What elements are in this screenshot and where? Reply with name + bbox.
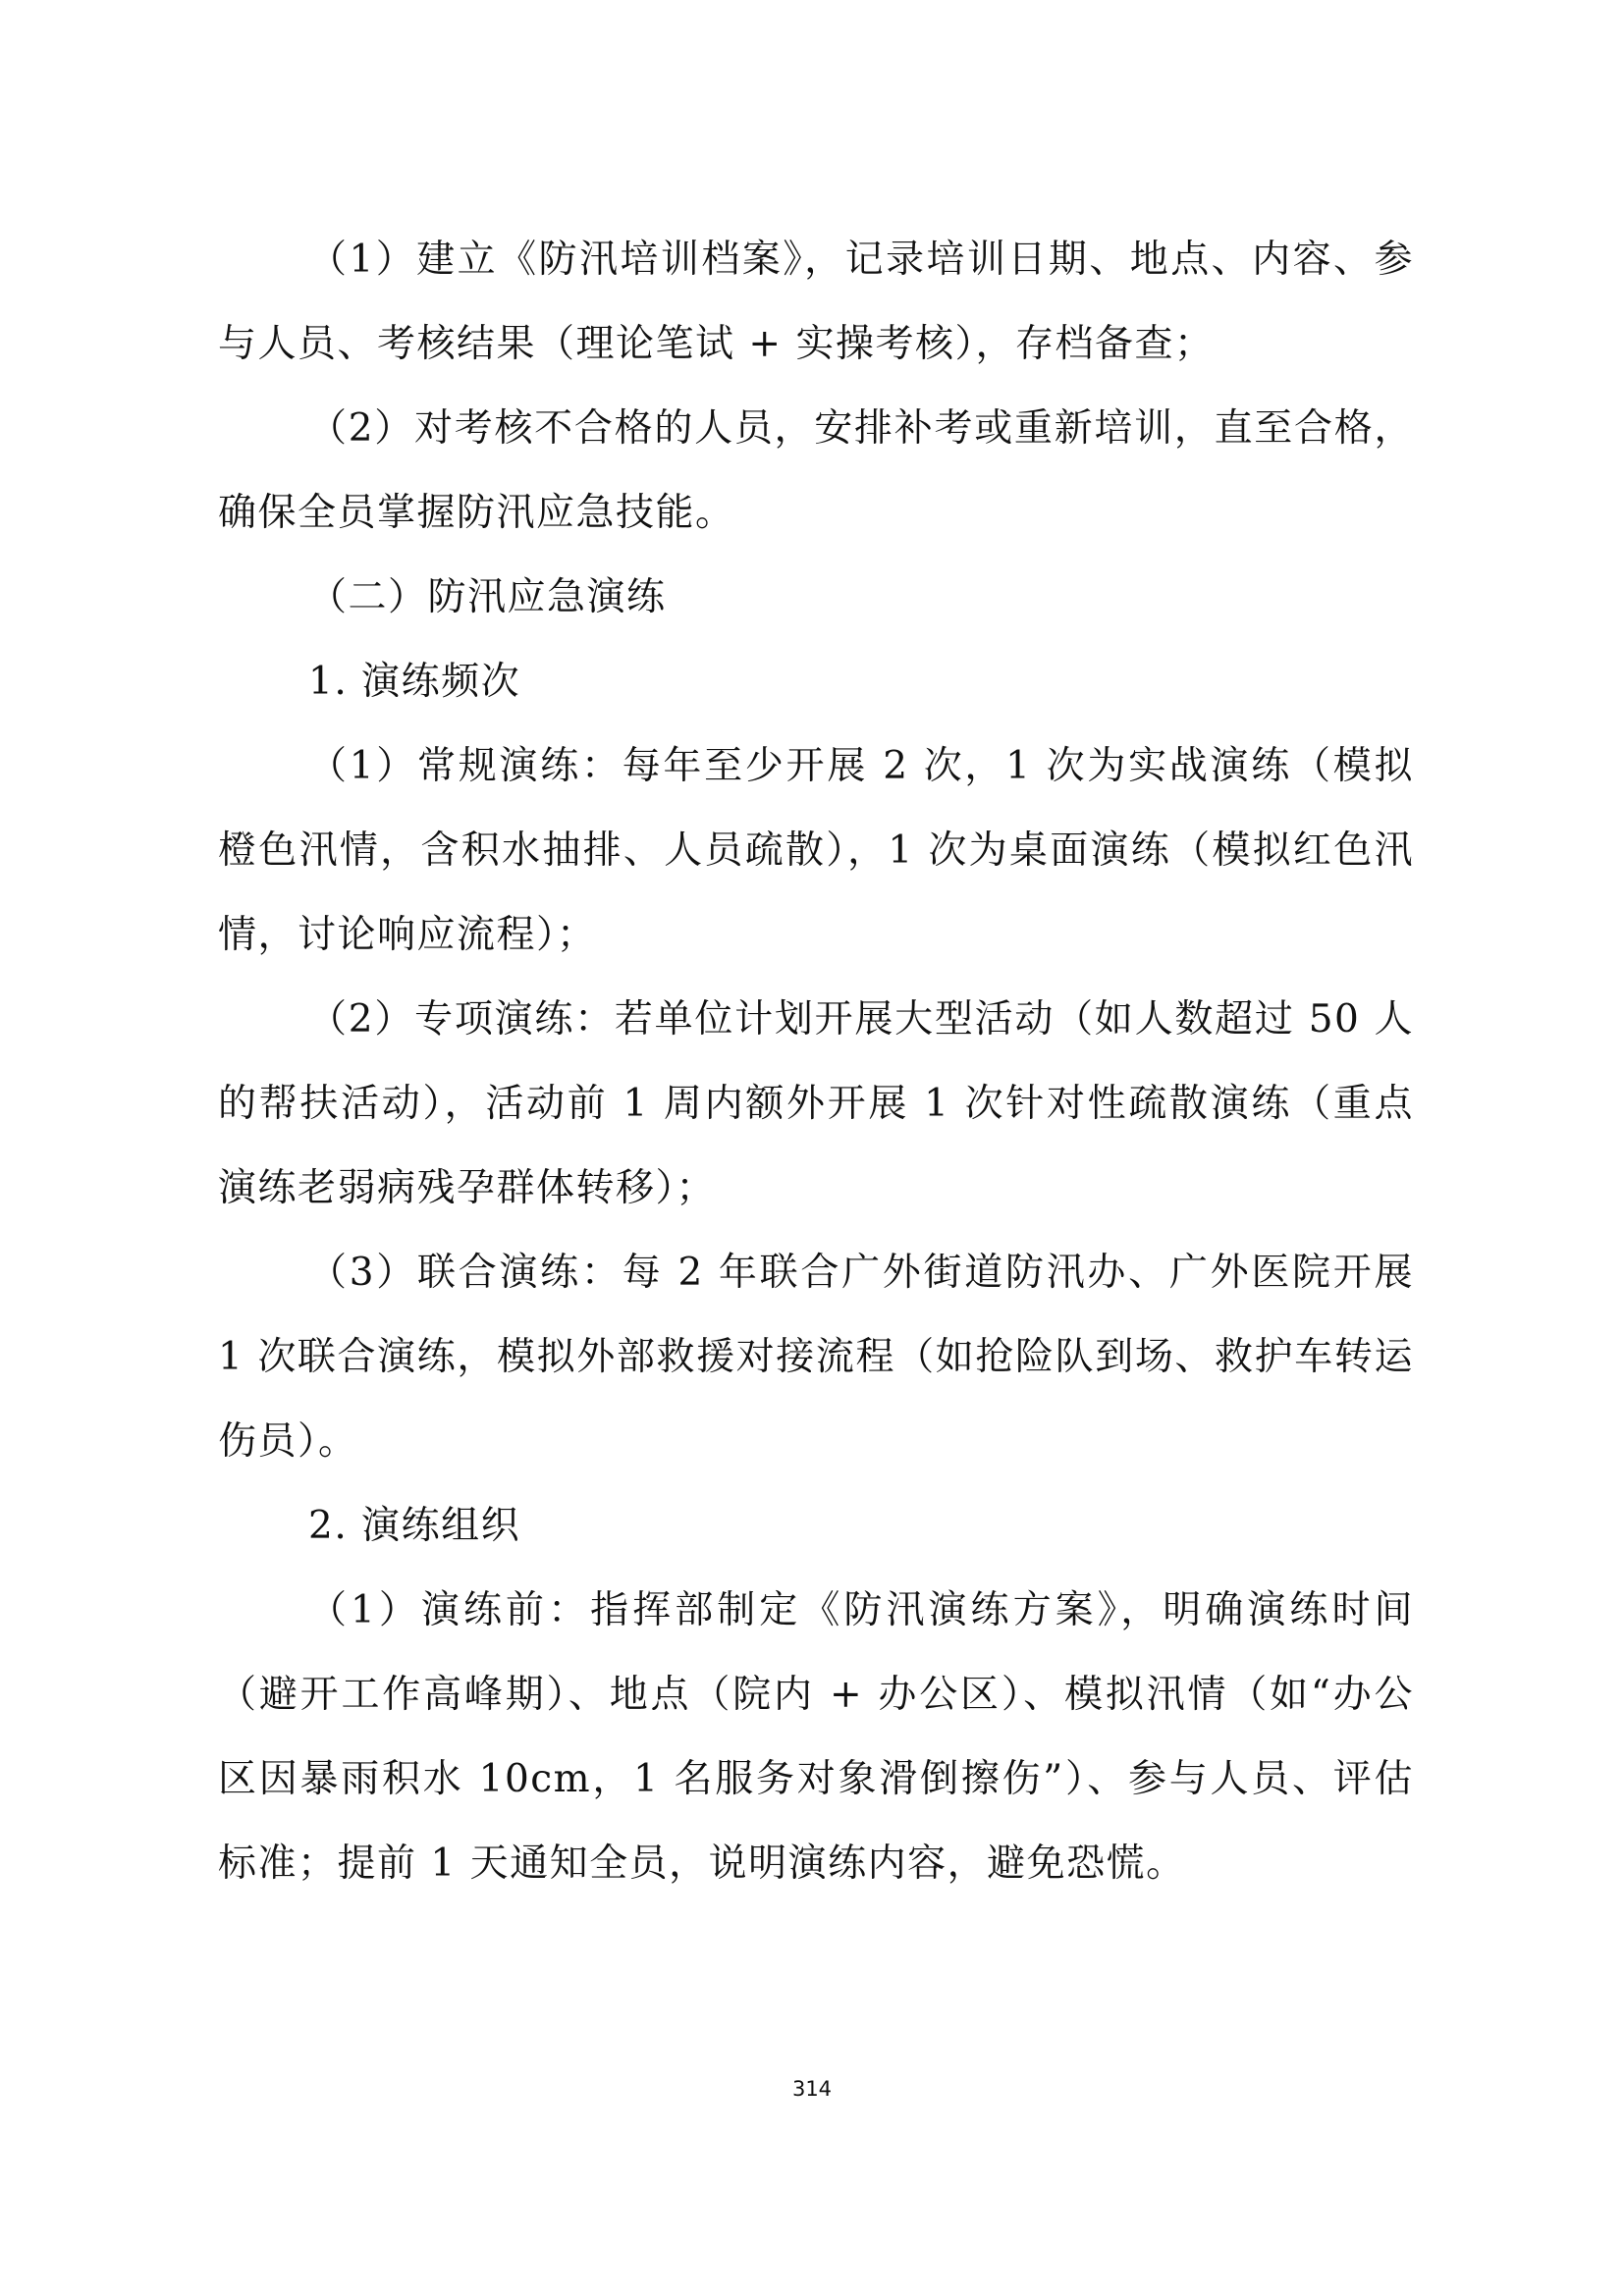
page-number: 314 — [791, 2077, 833, 2101]
subheading-drill-frequency: 1. 演练频次 — [308, 660, 521, 704]
paragraph-training-archive: （1）建立《防汛培训档案》，记录培训日期、地点、内容、参与人员、考核结果（理论笔试 + 实操考核），存档备查； — [218, 238, 1414, 366]
document-body — [218, 218, 1414, 1906]
paragraph-before-drill: （1）演练前：指挥部制定《防汛演练方案》，明确演练时间（避开工作高峰期）、地点（院内 + 办公区）、模拟汛情（如“办公区因暴雨积水 10cm，1 名服务对象滑倒擦伤”）、参与人员、评估标准；提前 1 天通知全员，说明演练内容，避免恐慌。 — [218, 1588, 1414, 1886]
subheading-drill-organization: 2. 演练组织 — [308, 1504, 521, 1548]
paragraph-special-drill: （2）专项演练：若单位计划开展大型活动（如人数超过 50 人的帮扶活动），活动前 1 周内额外开展 1 次针对性疏散演练（重点演练老弱病残孕群体转移）； — [218, 997, 1414, 1210]
section-heading-drill: （二）防汛应急演练 — [308, 575, 667, 619]
paragraph-regular-drill: （1）常规演练：每年至少开展 2 次，1 次为实战演练（模拟橙色汛情，含积水抽排、人员疏散），1 次为桌面演练（模拟红色汛情，讨论响应流程）； — [218, 744, 1414, 957]
paragraph-retest: （2）对考核不合格的人员，安排补考或重新培训，直至合格，确保全员掌握防汛应急技能。 — [218, 406, 1414, 535]
paragraph-joint-drill: （3）联合演练：每 2 年联合广外街道防汛办、广外医院开展 1 次联合演练，模拟外部救援对接流程（如抢险队到场、救护车转运伤员）。 — [218, 1251, 1414, 1464]
